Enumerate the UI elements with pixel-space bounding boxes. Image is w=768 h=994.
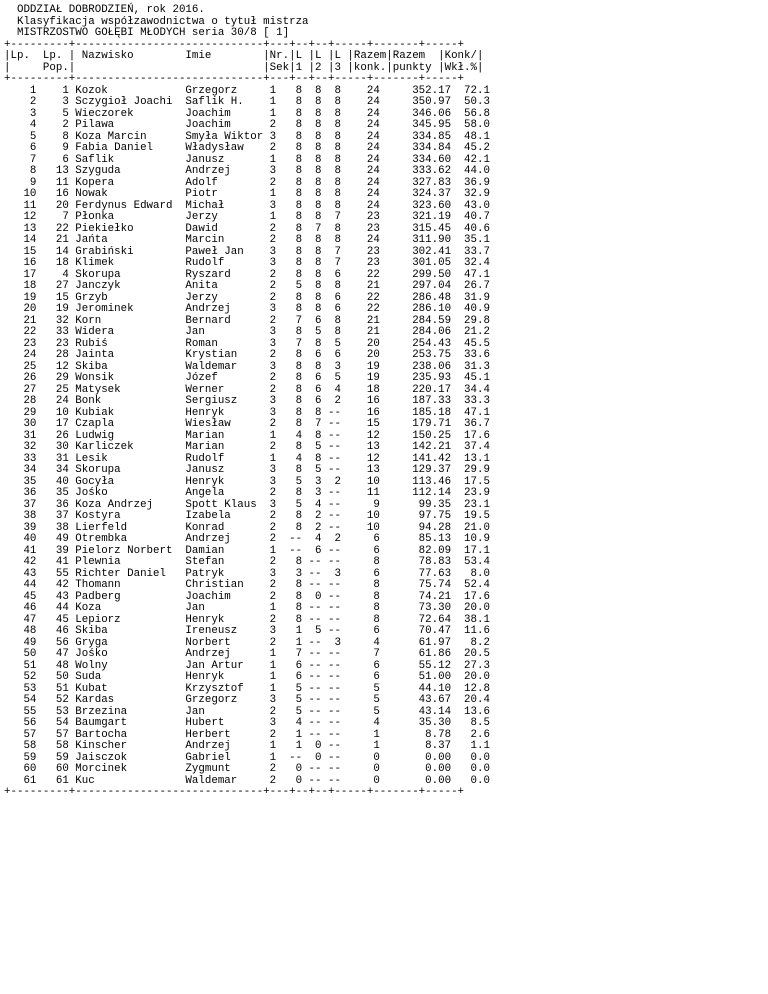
- table-row: 43 55 Richter Daniel Patryk 3 3 -- 3 6 77.63 8.0: [4, 567, 490, 580]
- table-row: 19 15 Grzyb Jerzy 2 8 8 6 22 286.48 31.9: [4, 291, 490, 304]
- table-row: 32 30 Karliczek Marian 2 8 5 -- 13 142.21 37.4: [4, 441, 490, 453]
- table-row: 42 41 Plewnia Stefan 2 8 -- -- 8 78.83 53.4: [4, 556, 490, 568]
- table-row: 2 3 Sczygioł Joachi Saflik H. 1 8 8 8 24 350.97 50.3: [4, 96, 490, 108]
- table-row: 21 32 Korn Bernard 2 7 6 8 21 284.59 29.8: [4, 314, 490, 327]
- table-row: 20 19 Jerominek Andrzej 3 8 8 6 22 286.10 40.9: [4, 303, 490, 315]
- table-row: 60 60 Morcinek Zygmunt 2 0 -- -- 0 0.00 0.0: [4, 763, 490, 775]
- table-row: 31 26 Ludwig Marian 1 4 8 -- 12 150.25 17.6: [4, 429, 490, 442]
- table-row: 22 33 Widera Jan 3 8 5 8 21 284.06 21.2: [4, 326, 490, 338]
- table-row: 38 37 Kostyra Izabela 2 8 2 -- 10 97.75 19.5: [4, 510, 490, 522]
- header-series-line: MISTRZOSTWO GOŁĘBI MŁODYCH seria 30/8 [ 1]: [4, 27, 290, 39]
- table-row: 45 43 Padberg Joachim 2 8 0 -- 8 74.21 17.6: [4, 590, 490, 603]
- table-row: 33 31 Lesik Rudolf 1 4 8 -- 12 141.42 13.1: [4, 452, 490, 465]
- table-row: 56 54 Baumgart Hubert 3 4 -- -- 4 35.30 8.5: [4, 717, 490, 729]
- table-row: 53 51 Kubat Krzysztof 1 5 -- -- 5 44.10 12.8: [4, 682, 490, 695]
- table-row: 10 16 Nowak Piotr 1 8 8 8 24 324.37 32.9: [4, 188, 490, 200]
- table-row: 54 52 Kardas Grzegorz 3 5 -- -- 5 43.67 20.4: [4, 694, 490, 706]
- table-row: 14 21 Jańta Marcin 2 8 8 8 24 311.90 35.1: [4, 234, 490, 246]
- header-classification-line: Klasyfikacja współzawodnictwa o tytuł mistrza: [4, 15, 309, 28]
- table-row: 57 57 Bartocha Herbert 2 1 -- -- 1 8.78 2.6: [4, 728, 490, 741]
- table-row: 4 2 Pilawa Joachim 2 8 8 8 24 345.95 58.0: [4, 119, 490, 131]
- table-row: 46 44 Koza Jan 1 8 -- -- 8 73.30 20.0: [4, 602, 490, 614]
- table-row: 9 11 Kopera Adolf 2 8 8 8 24 327.83 36.9: [4, 176, 490, 189]
- table-row: 36 35 Jośko Angela 2 8 3 -- 11 112.14 23.9: [4, 487, 490, 499]
- table-row: 26 29 Wonsik Józef 2 8 6 5 19 235.93 45.1: [4, 372, 490, 384]
- table-row: 58 58 Kinscher Andrzej 1 1 0 -- 1 8.37 1.1: [4, 740, 490, 752]
- table-row: 5 8 Koza Marcin Smyła Wiktor 3 8 8 8 24 334.85 48.1: [4, 130, 490, 143]
- table-row: 27 25 Matysek Werner 2 8 6 4 18 220.17 34.4: [4, 383, 490, 396]
- table-row: 48 46 Skiba Ireneusz 3 1 5 -- 6 70.47 11.6: [4, 625, 490, 637]
- table-row: 16 18 Klimek Rudolf 3 8 8 7 23 301.05 32.4: [4, 257, 490, 269]
- table-row: 25 12 Skiba Waldemar 3 8 8 3 19 238.06 31.3: [4, 360, 490, 373]
- classification-document: [4, 5, 490, 799]
- table-row: 47 45 Lepiorz Henryk 2 8 -- -- 8 72.64 38.1: [4, 613, 490, 626]
- table-row: 39 38 Lierfeld Konrad 2 8 2 -- 10 94.28 21.0: [4, 521, 490, 534]
- table-row: 37 36 Koza Andrzej Spott Klaus 3 5 4 -- 9 99.35 23.1: [4, 498, 490, 511]
- table-header-row-1: |Lp. Lp. | Nazwisko Imie |Nr.|L |L |L |Razem|Razem |Konk/|: [4, 50, 484, 62]
- table-border-top: +---------+-----------------------------+---+--+--+-----+-------+-----+: [4, 38, 465, 51]
- table-row: 55 53 Brzezina Jan 2 5 -- -- 5 43.14 13.6: [4, 705, 490, 718]
- table-row: 34 34 Skorupa Janusz 3 8 5 -- 13 129.37 29.9: [4, 464, 490, 476]
- table-row: 13 22 Piekiełko Dawid 2 8 7 8 23 315.45 40.6: [4, 222, 490, 235]
- table-row: 41 39 Pielorz Norbert Damian 1 -- 6 -- 6 82.09 17.1: [4, 544, 490, 557]
- table-border-bottom: +---------+-----------------------------+---+--+--+-----+-------+-----+: [4, 786, 465, 798]
- table-row: 8 13 Szyguda Andrzej 3 8 8 8 24 333.62 44.0: [4, 165, 490, 177]
- table-row: 11 20 Ferdynus Edward Michał 3 8 8 8 24 323.60 43.0: [4, 199, 490, 212]
- table-row: 52 50 Suda Henryk 1 6 -- -- 6 51.00 20.0: [4, 671, 490, 683]
- table-row: 18 27 Janczyk Anita 2 5 8 8 21 297.04 26.7: [4, 280, 490, 292]
- table-row: 7 6 Saflik Janusz 1 8 8 8 24 334.60 42.1: [4, 153, 490, 166]
- table-row: 12 7 Płonka Jerzy 1 8 8 7 23 321.19 40.7: [4, 211, 490, 223]
- table-row: 59 59 Jaisczok Gabriel 1 -- 0 -- 0 0.00 0.0: [4, 751, 490, 764]
- table-row: 35 40 Gocyła Henryk 3 5 3 2 10 113.46 17.5: [4, 475, 490, 488]
- table-border-mid: +---------+-----------------------------+---+--+--+-----+-------+-----+: [4, 73, 465, 85]
- table-row: 51 48 Wolny Jan Artur 1 6 -- -- 6 55.12 27.3: [4, 659, 490, 672]
- table-row: 23 23 Rubiś Roman 3 7 8 5 20 254.43 45.5: [4, 337, 490, 350]
- table-row: 49 56 Gryga Norbert 2 1 -- 3 4 61.97 8.2: [4, 636, 490, 649]
- table-row: 28 24 Bonk Sergiusz 3 8 6 2 16 187.33 33.3: [4, 395, 490, 407]
- table-row: 17 4 Skorupa Ryszard 2 8 8 6 22 299.50 47.1: [4, 268, 490, 281]
- table-row: 29 10 Kubiak Henryk 3 8 8 -- 16 185.18 47.1: [4, 406, 490, 419]
- table-row: 3 5 Wieczorek Joachim 1 8 8 8 24 346.06 56.8: [4, 107, 490, 120]
- table-row: 1 1 Kozok Grzegorz 1 8 8 8 24 352.17 72.1: [4, 84, 490, 97]
- table-row: 15 14 Grabiński Paweł Jan 3 8 8 7 23 302.41 33.7: [4, 245, 490, 258]
- table-row: 61 61 Kuc Waldemar 2 0 -- -- 0 0.00 0.0: [4, 774, 490, 787]
- table-row: 50 47 Jośko Andrzej 1 7 -- -- 7 61.86 20.5: [4, 648, 490, 660]
- table-row: 6 9 Fabia Daniel Władysław 2 8 8 8 24 334.84 45.2: [4, 142, 490, 154]
- header-branch-line: ODDZIAŁ DOBRODZIEŃ, rok 2016.: [4, 4, 205, 16]
- table-row: 44 42 Thomann Christian 2 8 -- -- 8 75.74 52.4: [4, 579, 490, 591]
- table-body: [4, 86, 490, 788]
- table-header-row-2: | Pop.| |Sek|1 |2 |3 |konk.|punkty |Wkł.%|: [4, 61, 484, 74]
- table-row: 30 17 Czapla Wiesław 2 8 7 -- 15 179.71 36.7: [4, 418, 490, 430]
- table-row: 40 49 Otrembka Andrzej 2 -- 4 2 6 85.13 10.9: [4, 533, 490, 545]
- table-row: 24 28 Jainta Krystian 2 8 6 6 20 253.75 33.6: [4, 349, 490, 361]
